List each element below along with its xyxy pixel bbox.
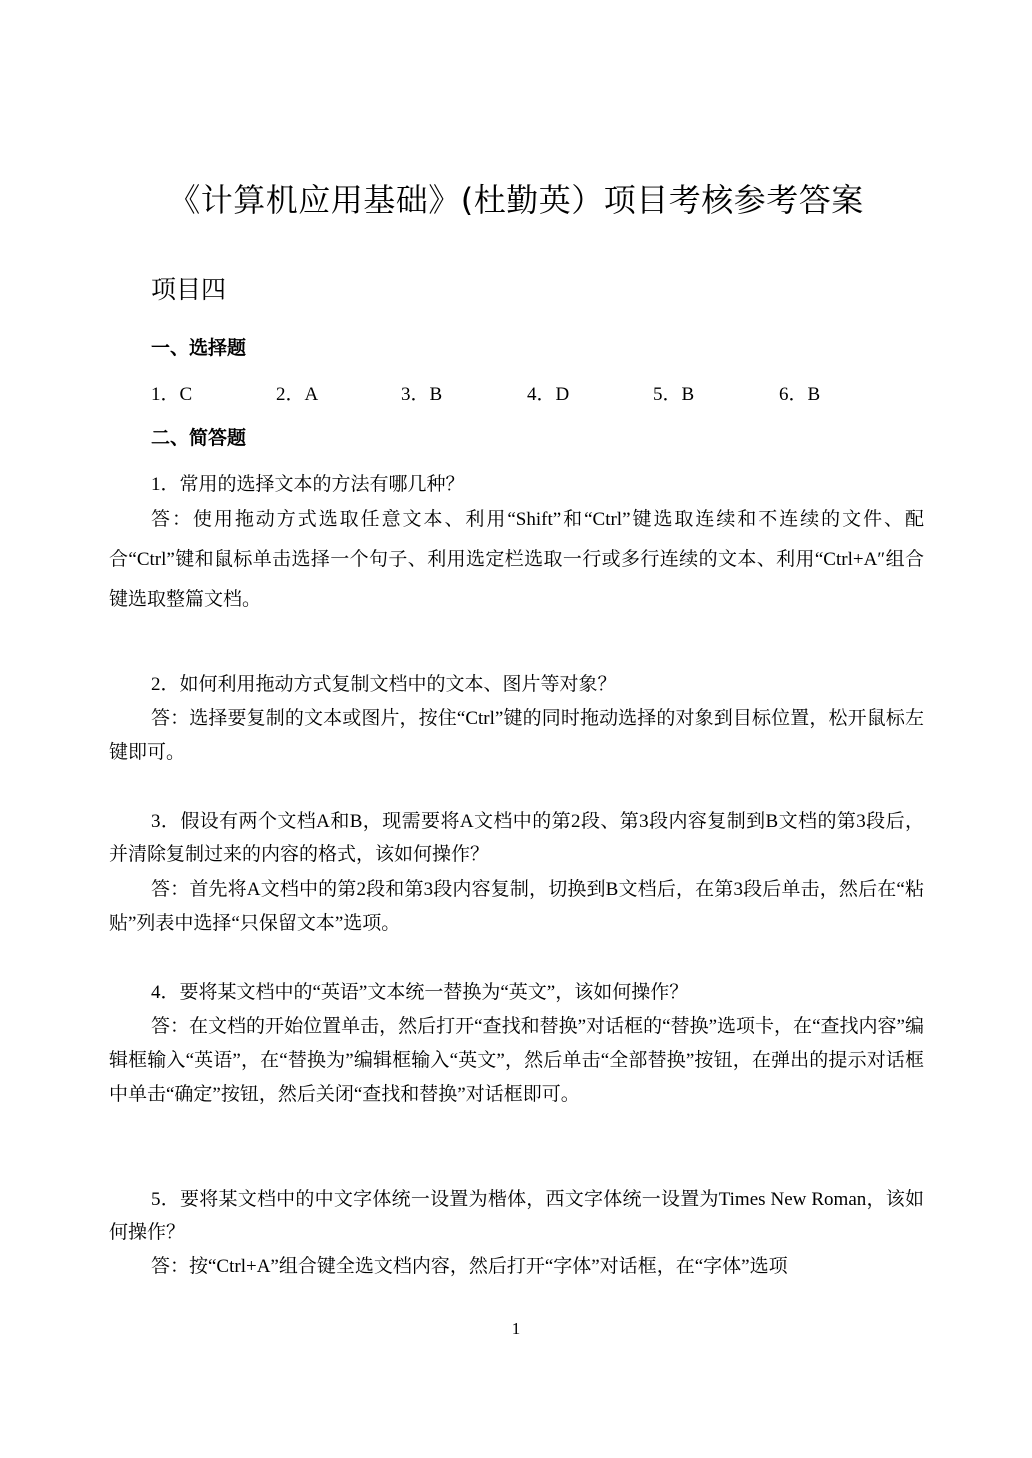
question-2: 2．如何利用拖动方式复制文档中的文本、图片等对象？ xyxy=(151,674,617,695)
document-title: 《计算机应用基础》(杜勤英）项目考核参考答案 xyxy=(168,181,864,219)
question-1: 1．常用的选择文本的方法有哪几种？ xyxy=(151,474,465,495)
choice-answer: 3．B xyxy=(401,384,443,405)
page-number: 1 xyxy=(511,1319,521,1338)
question-4: 4．要将某文档中的“英语”文本统一替换为“英文”，该如何操作？ xyxy=(151,982,689,1003)
answer-2: 答：选择要复制的文本或图片，按住“Ctrl”键的同时拖动选择的对象到目标位置，松开鼠标左键即可。 xyxy=(109,708,924,763)
choice-answer: 1．C xyxy=(151,384,193,405)
part1-heading: 一、选择题 xyxy=(151,337,247,359)
answer-1: 答：使用拖动方式选取任意文本、利用“Shift”和“Ctrl”键选取连续和不连续的文件、配合“Ctrl”键和鼠标单击选择一个句子、利用选定栏选取一行或多行连续的文本、利用“Ctrl+A″组合键选取整篇文档。 xyxy=(109,509,924,610)
answer-4: 答：在文档的开始位置单击，然后打开“查找和替换”对话框的“替换”选项卡，在“查找内容”编辑框输入“英语”，在“替换为”编辑框输入“英文”，然后单击“全部替换”按钮，在弹出的提示对话框中单击“确定”按钮，然后关闭“查找和替换”对话框即可。 xyxy=(109,1016,924,1105)
part2-heading: 二、简答题 xyxy=(151,427,247,449)
answer-5: 答：按“Ctrl+A”组合键全选文档内容，然后打开“字体”对话框，在“字体”选项 xyxy=(151,1256,788,1277)
choice-answer: 6．B xyxy=(779,384,821,405)
answer-3: 答：首先将A文档中的第2段和第3段内容复制，切换到B文档后，在第3段后单击，然后在“粘贴”列表中选择“只保留文本”选项。 xyxy=(109,879,924,934)
choice-answer: 2．A xyxy=(276,384,319,405)
section-heading: 项目四 xyxy=(151,275,227,304)
choice-answer: 4．D xyxy=(527,384,570,405)
choice-answer: 5．B xyxy=(653,384,695,405)
choice-answers xyxy=(151,381,911,409)
question-3: 3．假设有两个文档A和B，现需要将A文档中的第2段、第3段内容复制到B文档的第3段后，并清除复制过来的内容的格式，该如何操作？ xyxy=(109,811,924,865)
question-5: 5．要将某文档中的中文字体统一设置为楷体，西文字体统一设置为Times New Roman，该如何操作？ xyxy=(109,1189,924,1243)
